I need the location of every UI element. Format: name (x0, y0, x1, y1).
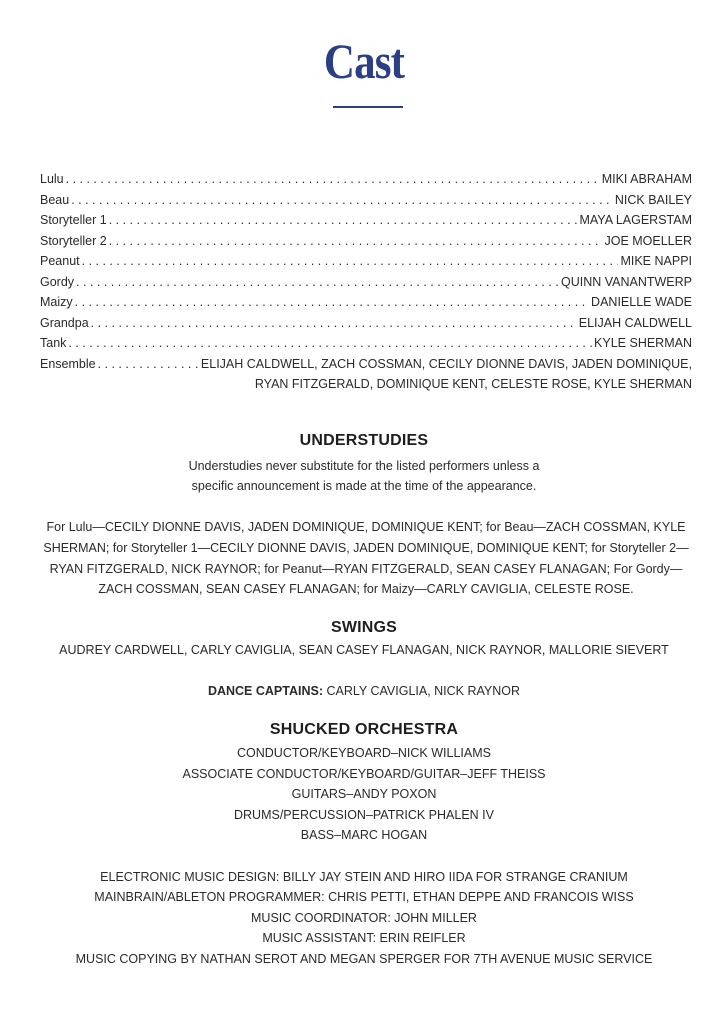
cast-performer: ELIJAH CALDWELL (578, 315, 692, 330)
understudies-details: For Lulu—CECILY DIONNE DAVIS, JADEN DOMINIQUE, DOMINIQUE KENT; for Beau—ZACH COSSMAN, KYLE SHERMAN; for Storyteller 1—CECILY DIONNE DAVIS, JADEN DOMINIQUE, DOMINIQUE KENT; for Storyteller 2—RYAN FITZGERALD, NICK RAYNOR; for Peanut—RYAN FITZGERALD, SEAN CASEY FLANAGAN; For Gordy—ZACH COSSMAN, SEAN CASEY FLANAGAN; for Maizy—CARLY CAVIGLIA, CELESTE ROSE. (43, 520, 689, 597)
music-credit: MUSIC ASSISTANT: ERIN REIFLER (262, 931, 466, 945)
dot-leader (109, 210, 578, 231)
ensemble-role: Ensemble (40, 356, 96, 371)
dot-leader (75, 292, 589, 313)
cast-row (40, 190, 692, 211)
dot-leader (66, 169, 600, 190)
orchestra-member: DRUMS/PERCUSSION–PATRICK PHALEN IV (233, 808, 494, 822)
ensemble-line-1: ELIJAH CALDWELL, ZACH COSSMAN, CECILY DIONNE DAVIS, JADEN DOMINIQUE, (200, 356, 692, 371)
cast-performer: NICK BAILEY (614, 192, 692, 207)
music-credit: MAINBRAIN/ABLETON PROGRAMMER: CHRIS PETTI, ETHAN DEPPE AND FRANCOIS WISS (94, 890, 634, 904)
cast-row (40, 231, 692, 252)
cast-performer: KYLE SHERMAN (594, 336, 692, 350)
dot-leader (82, 251, 619, 272)
dance-captains (0, 681, 728, 702)
music-credit: MUSIC COORDINATOR: JOHN MILLER (251, 911, 477, 925)
cast-role: Grandpa (40, 315, 89, 330)
understudies-heading: UNDERSTUDIES (299, 432, 429, 449)
cast-list (40, 169, 692, 395)
orchestra-member: GUITARS–ANDY POXON (291, 787, 437, 801)
cast-performer: MIKI ABRAHAM (601, 172, 692, 186)
dance-captains-names: CARLY CAVIGLIA, NICK RAYNOR (326, 684, 521, 698)
orchestra-member: ASSOCIATE CONDUCTOR/KEYBOARD/GUITAR–JEFF THEISS (182, 767, 546, 781)
cast-role: Beau (40, 192, 70, 207)
swings-names: AUDREY CARDWELL, CARLY CAVIGLIA, SEAN CASEY FLANAGAN, NICK RAYNOR, MALLORIE SIEVERT (59, 643, 669, 657)
cast-role: Maizy (40, 295, 73, 309)
cast-performer: DANIELLE WADE (591, 295, 692, 309)
cast-performer: MAYA LAGERSTAM (579, 213, 692, 227)
cast-role: Peanut (40, 254, 80, 268)
cast-role: Gordy (40, 274, 75, 289)
music-credit: MUSIC COPYING BY NATHAN SEROT AND MEGAN SPERGER FOR 7TH AVENUE MUSIC SERVICE (75, 952, 653, 966)
cast-performer: QUINN VANANTWERP (560, 274, 692, 289)
understudies-note-line-1: Understudies never substitute for the listed performers unless a (188, 459, 540, 473)
page-title: Cast (323, 33, 405, 89)
cast-role: Storyteller 1 (40, 213, 107, 227)
orchestra-member: CONDUCTOR/KEYBOARD–NICK WILLIAMS (237, 746, 491, 760)
dot-leader (91, 313, 577, 334)
ensemble-line-2: RYAN FITZGERALD, DOMINIQUE KENT, CELESTE ROSE, KYLE SHERMAN (254, 377, 692, 391)
dot-leader (98, 354, 199, 375)
cast-row (40, 313, 692, 334)
ensemble-row (40, 354, 692, 375)
cast-role: Lulu (40, 172, 64, 186)
understudies-note-line-2: specific announcement is made at the time of the appearance. (191, 479, 537, 493)
cast-role: Tank (40, 336, 67, 350)
orchestra-member: BASS–MARC HOGAN (300, 828, 428, 842)
cast-row (40, 210, 692, 231)
music-credit: ELECTRONIC MUSIC DESIGN: BILLY JAY STEIN AND HIRO IIDA FOR STRANGE CRANIUM (100, 870, 628, 884)
dot-leader (109, 231, 603, 252)
cast-row (40, 272, 692, 293)
cast-performer: JOE MOELLER (604, 233, 692, 248)
title-underline (333, 106, 403, 108)
dot-leader (71, 190, 613, 211)
cast-row (40, 292, 692, 313)
swings-heading: SWINGS (330, 619, 398, 636)
cast-row (40, 169, 692, 190)
dot-leader (76, 272, 559, 293)
orchestra-heading: SHUCKED ORCHESTRA (269, 721, 459, 738)
cast-role: Storyteller 2 (40, 233, 107, 248)
cast-row (40, 251, 692, 272)
cast-row (40, 333, 692, 354)
dot-leader (68, 333, 592, 354)
cast-performer: MIKE NAPPI (620, 254, 692, 268)
dance-captains-label: DANCE CAPTAINS: (207, 684, 323, 698)
